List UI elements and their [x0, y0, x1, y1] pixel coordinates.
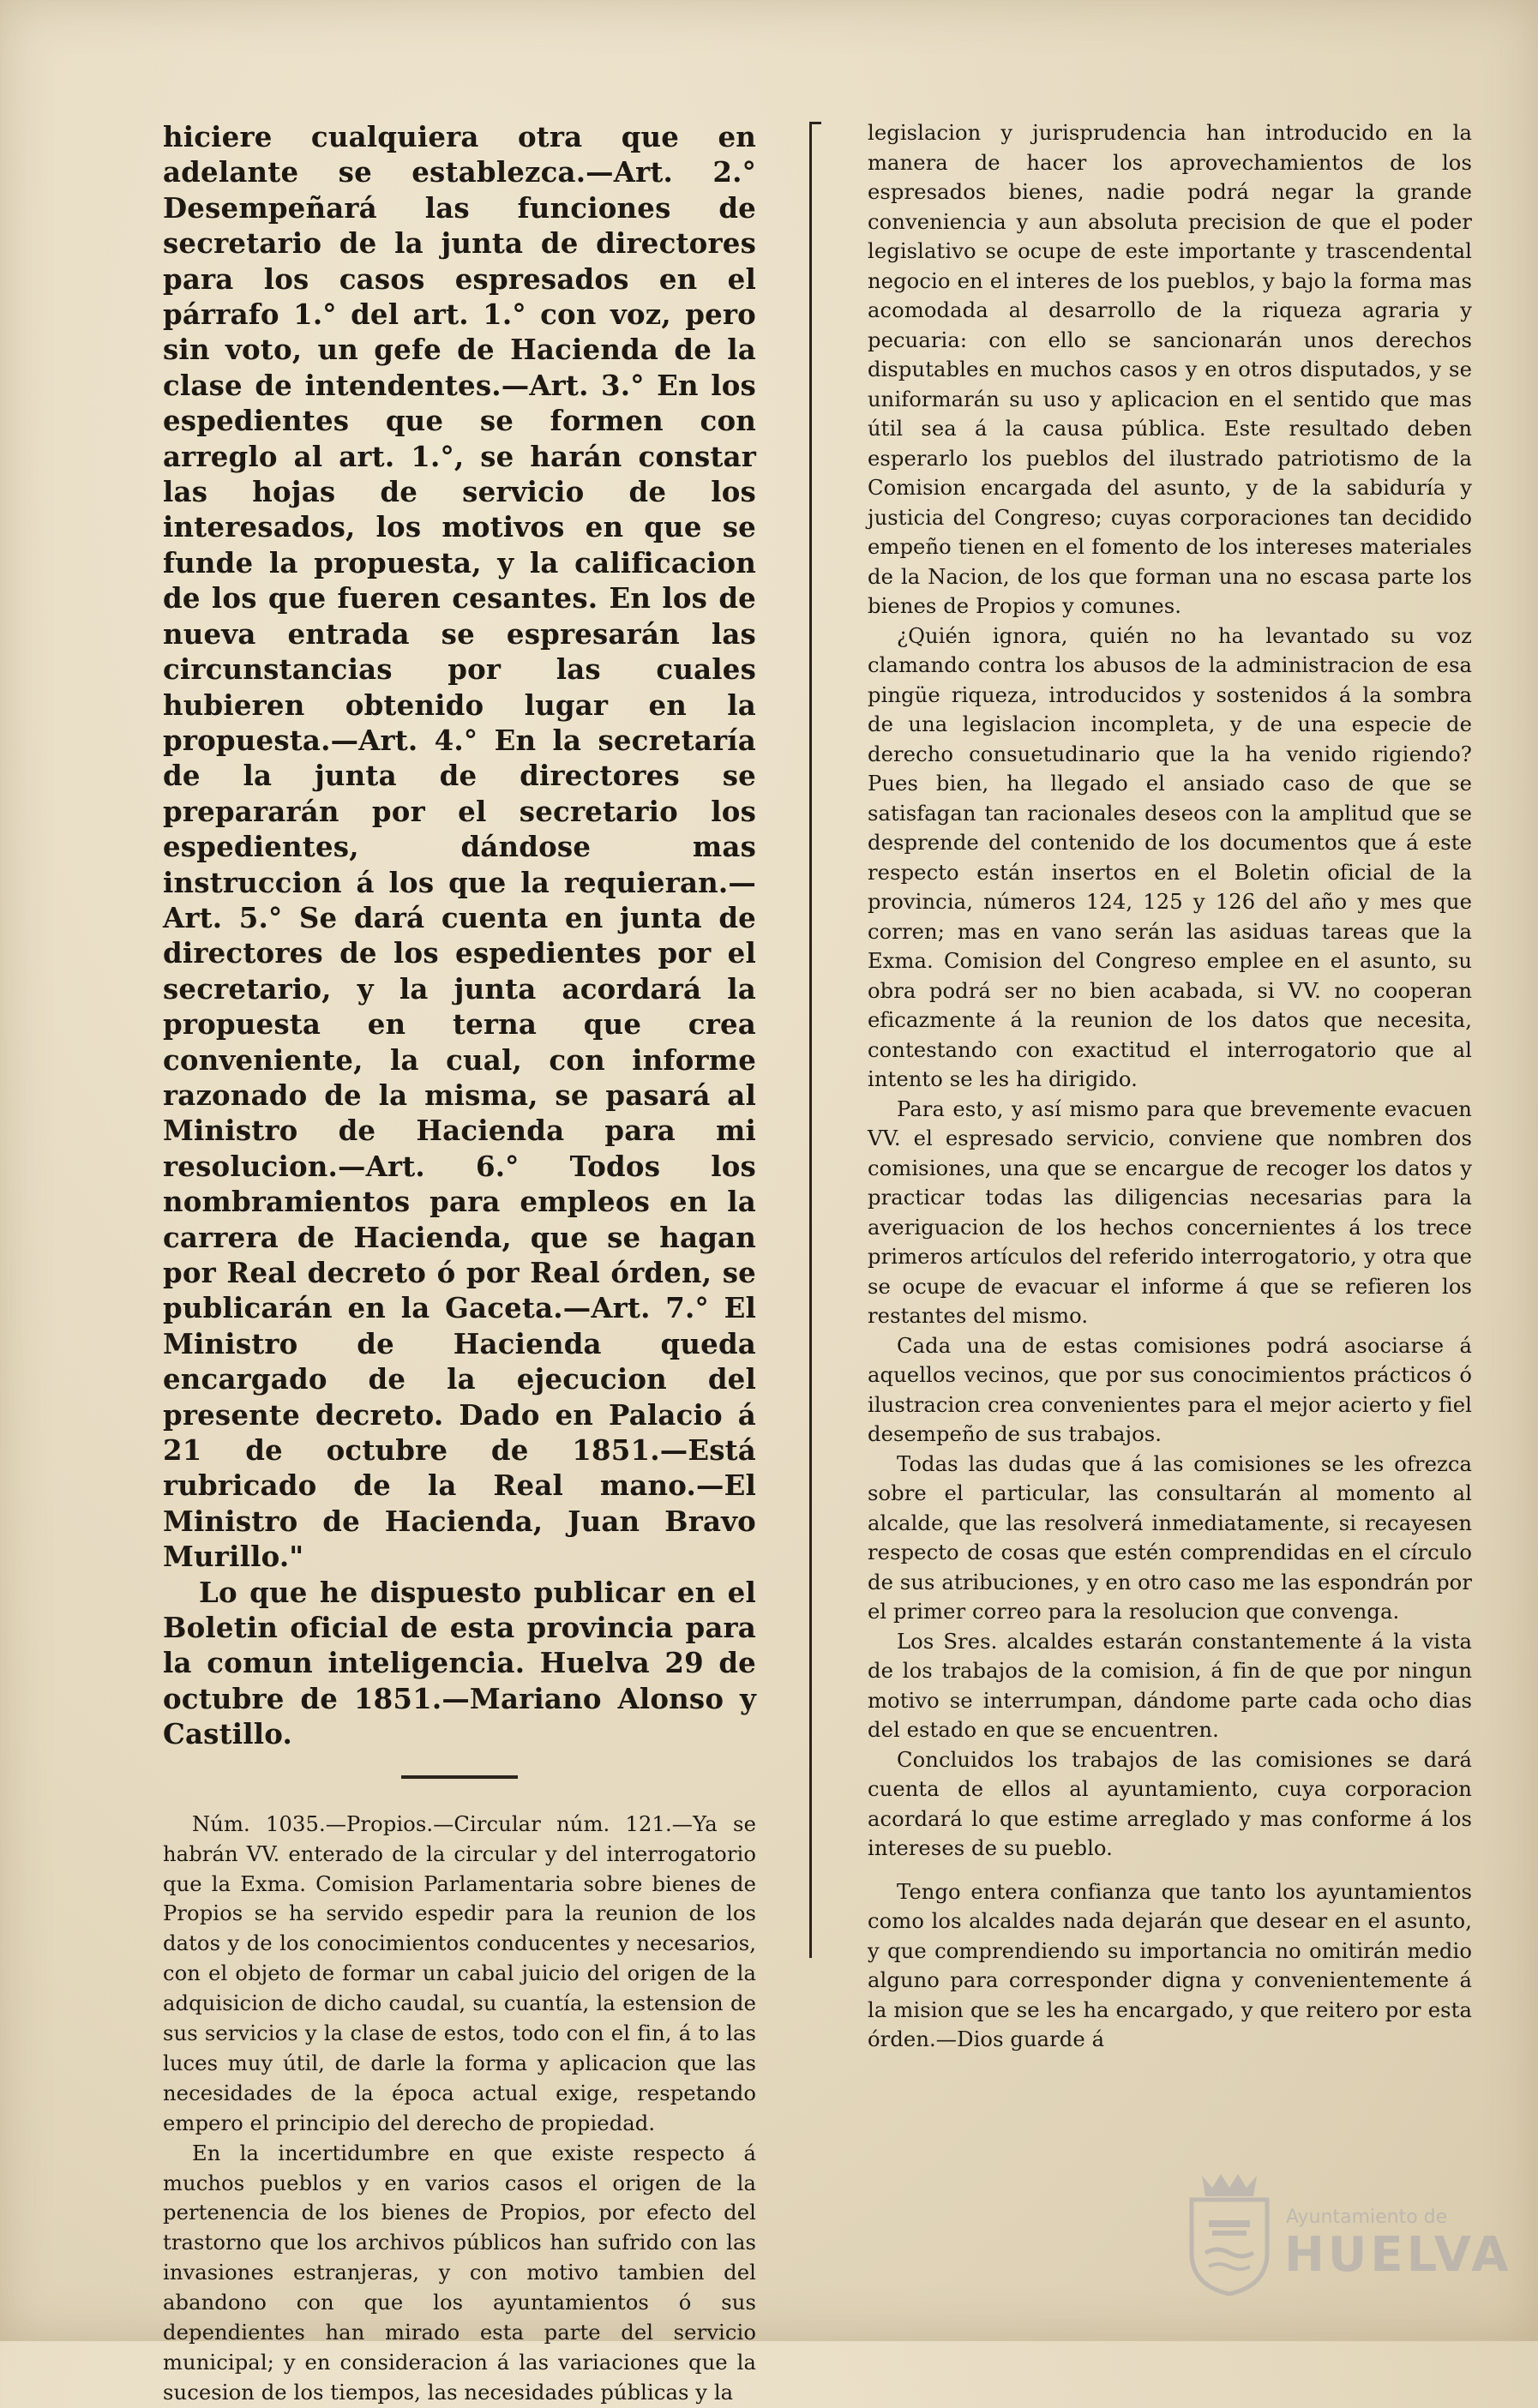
body-paragraph: Para esto, y así mismo para que brevemente evacuen VV. el espresado servicio, conviene que nombren dos comisiones, una que se encargue de recoger los datos y practicar todas las diligencias necesarias para la averiguacion de los hechos concernientes á los trece primeros artículos del referido interrogatorio, y otra que se ocupe de evacuar el informe á que se refieren los restantes del mismo. — [868, 1096, 1472, 1328]
watermark-line1: Ayuntamiento de — [1286, 2207, 1448, 2228]
decree-section — [163, 120, 756, 1753]
body-paragraph: Los Sres. alcaldes estarán constantemente á la vista de los trabajos de la comision, á fin de que por ningun motivo se interrumpan, dándome parte cada ocho dias del estado en que se encuentren. — [868, 1629, 1472, 1742]
decree-text: hiciere cualquiera otra que en adelante se establezca.—Art. 2.° Desempeñará las funciones de secretario de la junta de directores para los casos espresados en el párrafo 1.° del art. 1.° con voz, pero sin voto, un gefe de Hacienda de la clase de intendentes.—Art. 3.° En los espedientes que se formen con arreglo al art. 1.°, se harán constar las hojas de servicio de los interesados, los motivos en que se funde la propuesta, y la calificacion de los que fueren cesantes. En los de nueva entrada se espresarán las circunstancias por las cuales hubieren obtenido lugar en la propuesta.—Art. 4.° En la secretaría de la junta de directores se prepararán por el secretario los espedientes, dándose mas instruccion á los que la requieran.—Art. 5.° Se dará cuenta en junta de directores de los espedientes por el secretario, y la junta acordará la propuesta en terna que crea conveniente, la cual, con informe razonado de la misma, se pasará al Ministro de Hacienda para mi resolucion.—Art. 6.° Todos los nombramientos para empleos en la carrera de Hacienda, que se hagan por Real decreto ó por Real órden, se publicarán en la Gaceta.—Art. 7.° El Ministro de Hacienda queda encargado de la ejecucion del presente decreto. Dado en Palacio á 21 de octubre de 1851.—Está rubricado de la Real mano.—El Ministro de Hacienda, Juan Bravo Murillo." — [163, 121, 756, 1574]
body-paragraph: ¿Quién ignora, quién no ha levantado su voz clamando contra los abusos de la administracion de esa pingüe riqueza, introducidos y sostenidos á la sombra de una legislacion incompleta, y de una especie de derecho consuetudinario que la ha venido rigiendo? Pues bien, ha llegado el ansiado caso de que se satisfagan tan racionales deseos con la amplitud que se desprende del contenido de los documentos que á este respecto están insertos en el Boletin oficial de la provincia, números 124, 125 y 126 del año y mes que corren; mas en vano serán las asiduas tareas que la Exma. Comision del Congreso emplee en el asunto, su obra podrá ser no bien acabada, si VV. no cooperan eficazmente á la reunion de los datos que necesita, contestando con exactitud el interrogatorio que al intento se les ha dirigido. — [868, 623, 1472, 1091]
left-column — [163, 120, 756, 2408]
decree-publication-note: Lo que he dispuesto publicar en el Boletin oficial de esta provincia para la comun inteligencia. Huelva 29 de octubre de 1851.—Mariano Alonso y Castillo. — [163, 1576, 756, 1751]
circular-paragraph: En la incertidumbre en que existe respecto á muchos pueblos y en varios casos el origen de la pertenencia de los bienes de Propios, por efecto del trastorno que los archivos públicos han sufrido con las invasiones estranjeras, y con motivo tambien del abandono con que los ayuntamientos ó sus dependientes han mirado esta parte del servicio municipal; y en consideracion á las variaciones que la sucesion de los tiempos, las necesidades públicas y la — [163, 2141, 756, 2405]
body-paragraph: Todas las dudas que á las comisiones se les ofrezca sobre el particular, las consultarán al momento al alcalde, que las resolverá inmediatamente, si recayesen respecto de cosas que estén comprendidas en el círculo de sus atribuciones, y en otro caso me las espondrán por el primer correo para la resolucion que convenga. — [868, 1451, 1472, 1624]
body-paragraph: Cada una de estas comisiones podrá asociarse á aquellos vecinos, que por sus conocimientos prácticos ó ilustracion crea convenientes para el mejor acierto y fiel desempeño de sus trabajos. — [868, 1333, 1472, 1446]
body-paragraph: Concluidos los trabajos de las comisiones se dará cuenta de ellos al ayuntamiento, cuya corporacion acordará lo que estime arreglado y mas conforme á los intereses de su pueblo. — [868, 1747, 1472, 1860]
circular-section — [163, 1810, 756, 2408]
column-divider-bracket — [809, 122, 821, 124]
right-column — [868, 118, 1472, 2055]
watermark-line2: HUELVA — [1284, 2227, 1512, 2283]
column-divider — [809, 122, 812, 1958]
body-paragraph: Tengo entera confianza que tanto los ayuntamientos como los alcaldes nada dejarán que desear en el asunto, y que comprendiendo su importancia no omitirán medio alguno para corresponder digna y convenientemente á la mision que se les ha encargado, y que reitero por esta órden.—Dios guarde á — [868, 1879, 1472, 2051]
city-coat-of-arms-icon — [1183, 2167, 1276, 2296]
body-paragraph: legislacion y jurisprudencia han introducido en la manera de hacer los aprovechamientos de los espresados bienes, nadie podrá negar la grande conveniencia y aun absoluta precision de que el poder legislativo se ocupe de este importante y trascendental negocio en el interes de los pueblos, y bajo la forma mas acomodada al desarrollo de la riqueza agraria y pecuaria: con ello se sancionarán unos derechos disputables en muchos casos y en otros disputados, y se uniformarán su uso y aplicacion en el sentido que mas útil sea á la causa pública. Este resultado deben esperarlo los pueblos del ilustrado patriotismo de la Comision encargada del asunto, y de la sabiduría y justicia del Congreso; cuyas corporaciones tan decidido empeño tienen en el fomento de los intereses materiales de la Nacion, de los que forman una no escasa parte los bienes de Propios y comunes. — [868, 121, 1472, 618]
section-separator — [401, 1775, 518, 1779]
watermark — [1176, 2167, 1512, 2313]
circular-paragraph: Núm. 1035.—Propios.—Circular núm. 121.—Ya se habrán VV. enterado de la circular y del interrogatorio que la Exma. Comision Parlamentaria sobre bienes de Propios se ha servido espedir para la reunion de los datos y de los conocimientos conducentes y necesarios, con el objeto de formar un cabal juicio del origen de la adquisicion de dicho caudal, su cuantía, la estension de sus servicios y la clase de estos, todo con el fin, á to las luces muy útil, de darle la forma y aplicacion que las necesidades de la época actual exige, respetando empero el principio del derecho de propiedad. — [163, 1811, 756, 2135]
